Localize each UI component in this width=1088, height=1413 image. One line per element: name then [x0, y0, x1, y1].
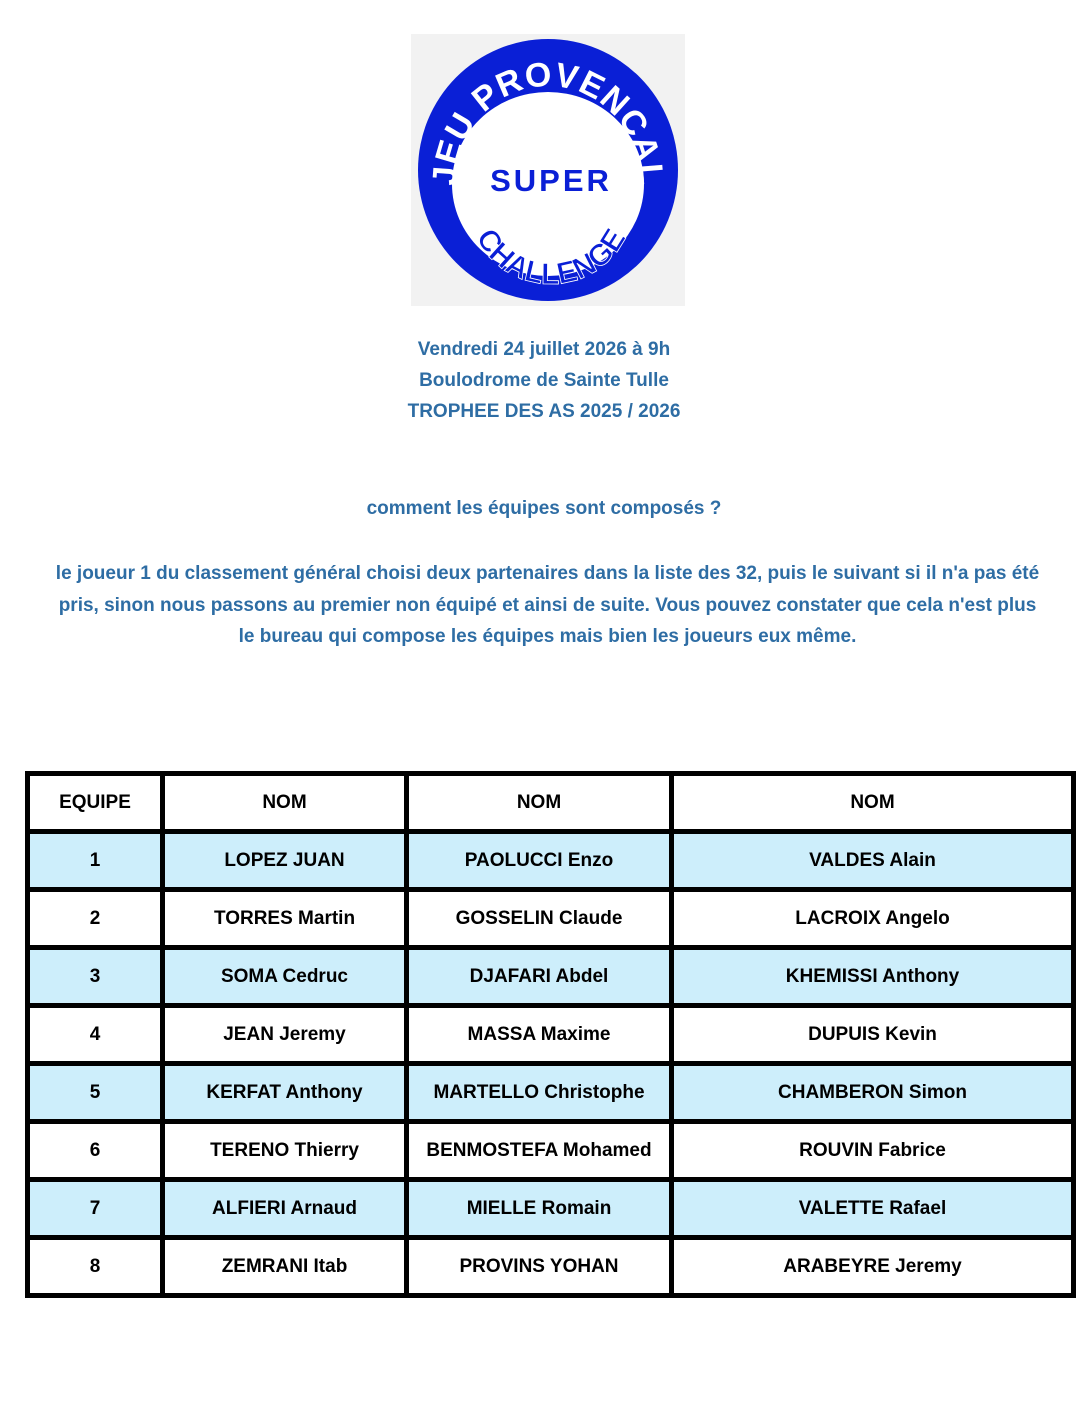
table-row — [28, 890, 1074, 948]
player-3: DUPUIS Kevin — [672, 1006, 1074, 1064]
table-row — [28, 1180, 1074, 1238]
table-row — [28, 1238, 1074, 1296]
player-3: LACROIX Angelo — [672, 890, 1074, 948]
logo-bottom-text: CHALLENGE — [469, 223, 633, 292]
player-3: VALETTE Rafael — [672, 1180, 1074, 1238]
player-2: DJAFARI Abdel — [407, 948, 672, 1006]
explanation-line-1: le joueur 1 du classement général choisi deux partenaires dans la liste des 32, puis le suivant si il n'a pas été — [55, 563, 1040, 584]
team-number: 8 — [28, 1238, 163, 1296]
player-2: MIELLE Romain — [407, 1180, 672, 1238]
player-2: BENMOSTEFA Mohamed — [407, 1122, 672, 1180]
team-number: 5 — [28, 1064, 163, 1122]
table-row — [28, 832, 1074, 890]
event-info — [0, 334, 1088, 427]
team-number: 7 — [28, 1180, 163, 1238]
player-2: MARTELLO Christophe — [407, 1064, 672, 1122]
team-number: 3 — [28, 948, 163, 1006]
player-3: KHEMISSI Anthony — [672, 948, 1074, 1006]
event-venue: Boulodrome de Sainte Tulle — [419, 370, 669, 391]
composition-question: comment les équipes sont composés ? — [366, 498, 722, 519]
table-header-row — [28, 774, 1074, 832]
player-2: PROVINS YOHAN — [407, 1238, 672, 1296]
event-date: Vendredi 24 juillet 2026 à 9h — [417, 339, 671, 360]
player-1: JEAN Jeremy — [163, 1006, 407, 1064]
event-trophy: TROPHEE DES AS 2025 / 2026 — [407, 401, 681, 422]
team-number: 4 — [28, 1006, 163, 1064]
player-3: VALDES Alain — [672, 832, 1074, 890]
player-1: SOMA Cedruc — [163, 948, 407, 1006]
player-3: ARABEYRE Jeremy — [672, 1238, 1074, 1296]
player-3: CHAMBERON Simon — [672, 1064, 1074, 1122]
header-nom-1: NOM — [163, 774, 407, 832]
table-row — [28, 1122, 1074, 1180]
explanation-line-3: le bureau qui compose les équipes mais bien les joueurs eux même. — [238, 626, 857, 647]
player-1: KERFAT Anthony — [163, 1064, 407, 1122]
player-1: LOPEZ JUAN — [163, 832, 407, 890]
header-nom-2: NOM — [407, 774, 672, 832]
team-number: 1 — [28, 832, 163, 890]
team-number: 2 — [28, 890, 163, 948]
header-nom-3: NOM — [672, 774, 1074, 832]
player-2: GOSSELIN Claude — [407, 890, 672, 948]
composition-explanation — [30, 558, 1065, 653]
logo-graphic — [411, 34, 685, 306]
table-row — [28, 1064, 1074, 1122]
player-1: TERENO Thierry — [163, 1122, 407, 1180]
table-row — [28, 1006, 1074, 1064]
team-number: 6 — [28, 1122, 163, 1180]
teams-table — [25, 771, 1076, 1298]
explanation-line-2: pris, sinon nous passons au premier non équipé et ainsi de suite. Vous pouvez constater que cela n'est plus — [58, 594, 1037, 616]
jeu-provencal-logo — [411, 34, 685, 306]
player-1: ALFIERI Arnaud — [163, 1180, 407, 1238]
header-equipe: EQUIPE — [28, 774, 163, 832]
player-2: MASSA Maxime — [407, 1006, 672, 1064]
logo-arc-text: JEU PROVENCAL — [425, 55, 671, 187]
player-1: ZEMRANI Itab — [163, 1238, 407, 1296]
player-1: TORRES Martin — [163, 890, 407, 948]
player-3: ROUVIN Fabrice — [672, 1122, 1074, 1180]
logo-center-text: SUPER — [490, 163, 612, 198]
table-row — [28, 948, 1074, 1006]
player-2: PAOLUCCI Enzo — [407, 832, 672, 890]
